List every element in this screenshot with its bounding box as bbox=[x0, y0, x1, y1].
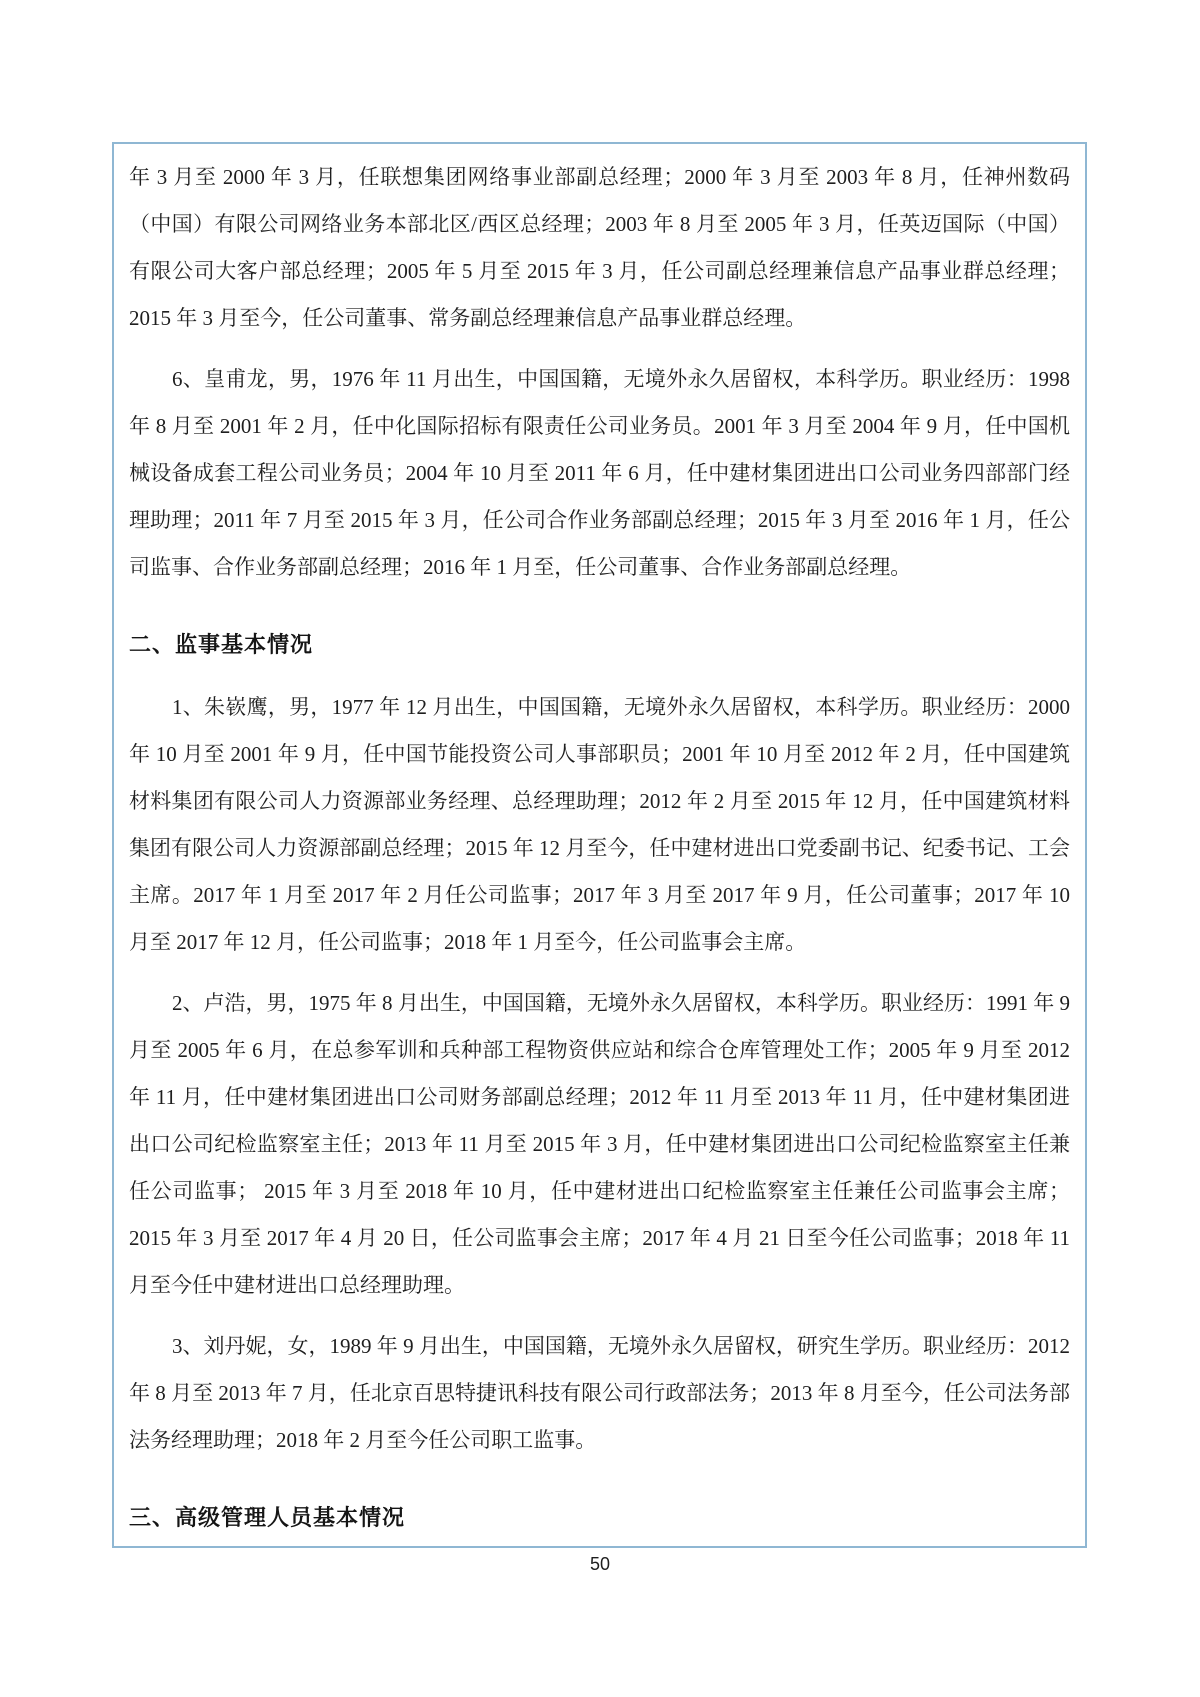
page-border-frame bbox=[112, 142, 1087, 1548]
paragraph-supervisor-1-zhuqinying: 1、朱嵚鹰，男，1977 年 12 月出生，中国国籍，无境外永久居留权，本科学历。职业经历：2000 年 10 月至 2001 年 9 月，任中国节能投资公司人事部职员；2001 年 10 月至 2012 年 2 月，任中国建筑材料集团有限公司人力资源部业务经理、总经理助理；2012 年 2 月至 2015 年 12 月，任中国建筑材料集团有限公司人力资源部副总经理；2015 年 12 月至今，任中建材进出口党委副书记、纪委书记、工会主席。2017 年 1 月至 2017 年 2 月任公司监事；2017 年 3 月至 2017 年 9 月，任公司董事；2017 年 10 月至 2017 年 12 月，任公司监事；2018 年 1 月至今，任公司监事会主席。 bbox=[129, 695, 1070, 954]
section-heading-supervisors: 二、监事基本情况 bbox=[129, 632, 314, 657]
paragraph-director-continuation: 年 3 月至 2000 年 3 月，任联想集团网络事业部副总经理；2000 年 3 月至 2003 年 8 月，任神州数码（中国）有限公司网络业务本部北区/西区总经理；2003 年 8 月至 2005 年 3 月，任英迈国际（中国）有限公司大客户部总经理；2005 年 5 月至 2015 年 3 月，任公司副总经理兼信息产品事业群总经理；2015 年 3 月至今，任公司董事、常务副总经理兼信息产品事业群总经理。 bbox=[129, 165, 1070, 330]
paragraph-supervisor-2-luhao: 2、卢浩，男，1975 年 8 月出生，中国国籍，无境外永久居留权，本科学历。职业经历：1991 年 9 月至 2005 年 6 月，在总参军训和兵种部工程物资供应站和综合仓库管理处工作；2005 年 9 月至 2012 年 11 月，任中建材集团进出口公司财务部副总经理；2012 年 11 月至 2013 年 11 月，任中建材集团进出口公司纪检监察室主任；2013 年 11 月至 2015 年 3 月，任中建材集团进出口公司纪检监察室主任兼任公司监事； 2015 年 3 月至 2018 年 10 月，任中建材进出口纪检监察室主任兼任公司监事会主席；2015 年 3 月至 2017 年 4 月 20 日，任公司监事会主席；2017 年 4 月 21 日至今任公司监事；2018 年 11 月至今任中建材进出口总经理助理。 bbox=[129, 991, 1070, 1297]
section-heading-senior-management: 三、高级管理人员基本情况 bbox=[129, 1505, 406, 1530]
page-content bbox=[129, 154, 1070, 1541]
page-number: 50 bbox=[589, 1554, 611, 1574]
paragraph-supervisor-3-liudanni: 3、刘丹妮，女，1989 年 9 月出生，中国国籍，无境外永久居留权，研究生学历。职业经历：2012 年 8 月至 2013 年 7 月，任北京百思特捷讯科技有限公司行政部法务；2013 年 8 月至今，任公司法务部法务经理助理；2018 年 2 月至今任公司职工监事。 bbox=[129, 1334, 1070, 1452]
paragraph-director-6-huangfulong: 6、皇甫龙，男，1976 年 11 月出生，中国国籍，无境外永久居留权，本科学历。职业经历：1998 年 8 月至 2001 年 2 月，任中化国际招标有限责任公司业务员。2001 年 3 月至 2004 年 9 月，任中国机械设备成套工程公司业务员；2004 年 10 月至 2011 年 6 月，任中建材集团进出口公司业务四部部门经理助理；2011 年 7 月至 2015 年 3 月，任公司合作业务部副总经理；2015 年 3 月至 2016 年 1 月，任公司监事、合作业务部副总经理；2016 年 1 月至，任公司董事、合作业务部副总经理。 bbox=[129, 367, 1070, 579]
